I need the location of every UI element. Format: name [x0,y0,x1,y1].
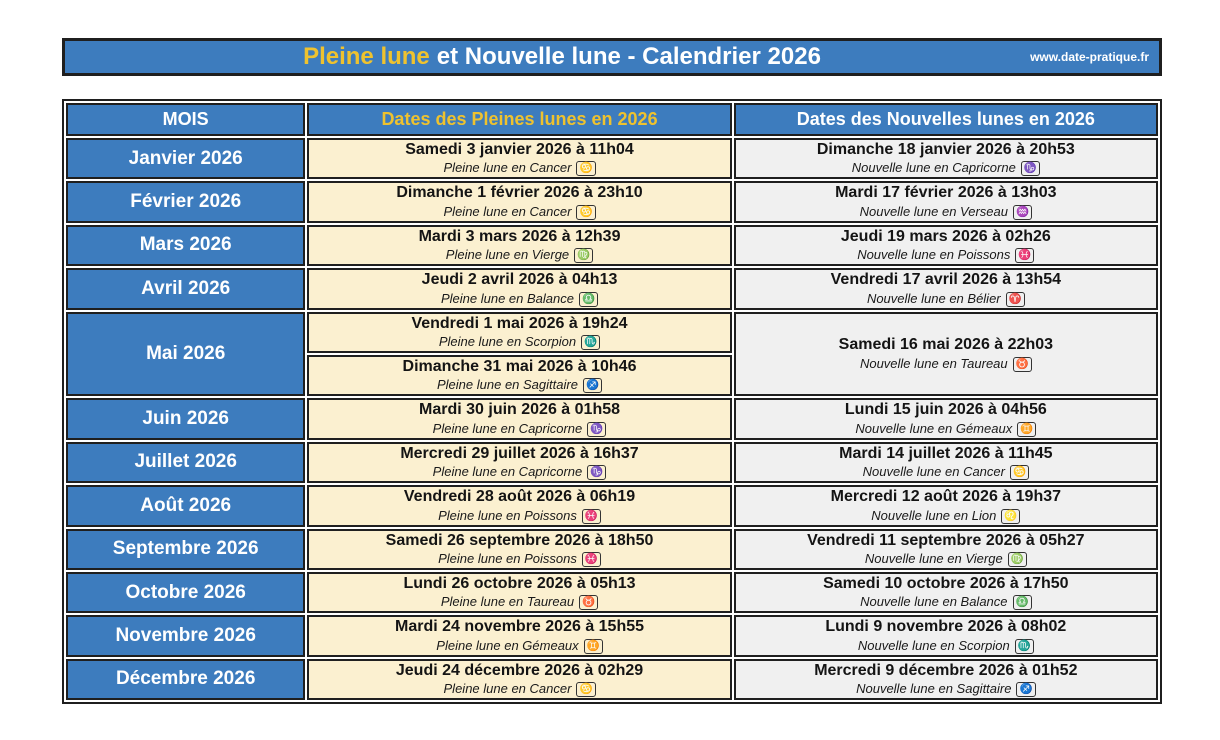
moon-sign [313,291,725,307]
table-row [66,529,1158,570]
moon-date: Mardi 3 mars 2026 à 12h39 [418,227,621,245]
moon-date: Mardi 14 juillet 2026 à 11h45 [839,444,1053,462]
zodiac-gemeaux-icon: ♊ [584,639,603,654]
new-moon-cell [734,268,1158,309]
moon-date: Mercredi 9 décembre 2026 à 01h52 [814,661,1078,679]
moon-sign-label: Nouvelle lune en Gémeaux [855,420,1013,436]
month-cell: Mai 2026 [66,312,305,397]
moon-sign [740,681,1152,697]
moon-date: Vendredi 28 août 2026 à 06h19 [403,488,636,506]
zodiac-gemeaux-icon: ♊ [1017,422,1036,437]
zodiac-poissons-icon: ♓ [582,509,601,524]
zodiac-taureau-icon: ♉ [579,595,598,610]
page-title-rest: et Nouvelle lune - Calendrier 2026 [436,43,821,70]
moon-sign-label: Pleine lune en Capricorne [432,420,583,436]
zodiac-poissons-icon: ♓ [582,552,601,567]
month-cell: Octobre 2026 [66,572,305,613]
table-row [66,615,1158,656]
new-moon-cell [734,485,1158,526]
table-row [66,181,1158,222]
moon-date: Samedi 10 octobre 2026 à 17h50 [823,574,1069,592]
moon-date: Jeudi 24 décembre 2026 à 02h29 [395,661,644,679]
calendar-table-body [66,138,1158,700]
month-cell: Novembre 2026 [66,615,305,656]
moon-date: Dimanche 31 mai 2026 à 10h46 [402,357,637,375]
month-cell: Mars 2026 [66,225,305,266]
moon-date: Mardi 24 novembre 2026 à 15h55 [395,618,645,636]
moon-sign-label: Pleine lune en Scorpion [438,333,577,349]
moon-date: Vendredi 17 avril 2026 à 13h54 [830,271,1062,289]
moon-sign-label: Pleine lune en Vierge [445,247,570,263]
moon-date: Dimanche 1 février 2026 à 23h10 [396,184,643,202]
moon-date: Vendredi 11 septembre 2026 à 05h27 [807,531,1085,549]
table-row [66,225,1158,266]
moon-sign [740,247,1152,263]
moon-sign [313,204,725,220]
full-moon-cell [307,312,731,353]
moon-sign-label: Nouvelle lune en Poissons [857,247,1011,263]
header-mois: MOIS [66,103,305,136]
moon-date: Lundi 15 juin 2026 à 04h56 [844,401,1047,419]
moon-sign-label: Nouvelle lune en Scorpion [857,637,1010,653]
moon-sign [740,464,1152,480]
full-moon-cell [307,138,731,179]
month-cell: Août 2026 [66,485,305,526]
moon-sign [740,638,1152,654]
month-cell: Décembre 2026 [66,659,305,700]
zodiac-capricorne-icon: ♑ [587,422,606,437]
moon-sign-label: Nouvelle lune en Taureau [859,355,1008,371]
zodiac-capricorne-icon: ♑ [1021,161,1040,176]
zodiac-cancer-icon: ♋ [576,161,595,176]
moon-sign [313,334,725,350]
header-nouvelles-lunes: Dates des Nouvelles lunes en 2026 [734,103,1158,136]
month-cell: Septembre 2026 [66,529,305,570]
table-row [66,398,1158,439]
full-moon-cell [307,398,731,439]
zodiac-vierge-icon: ♍ [574,248,593,263]
moon-sign [313,551,725,567]
month-cell: Juillet 2026 [66,442,305,483]
month-cell: Février 2026 [66,181,305,222]
new-moon-cell [734,398,1158,439]
moon-date: Mercredi 29 juillet 2026 à 16h37 [400,444,639,462]
zodiac-cancer-icon: ♋ [1010,465,1029,480]
table-row [66,268,1158,309]
moon-sign [313,247,725,263]
table-row [66,138,1158,179]
moon-date: Samedi 26 septembre 2026 à 18h50 [385,531,654,549]
table-row [66,485,1158,526]
moon-sign-label: Pleine lune en Balance [440,290,574,306]
zodiac-sagittaire-icon: ♐ [583,378,602,393]
moon-sign-label: Nouvelle lune en Balance [860,594,1008,610]
moon-sign-label: Nouvelle lune en Bélier [866,290,1001,306]
zodiac-poissons-icon: ♓ [1015,248,1034,263]
moon-sign [740,508,1152,524]
moon-sign-label: Pleine lune en Sagittaire [437,377,578,393]
moon-sign [740,356,1152,372]
new-moon-cell [734,442,1158,483]
moon-date: Mardi 30 juin 2026 à 01h58 [419,401,621,419]
title-bar [62,38,1162,76]
full-moon-cell [307,225,731,266]
moon-sign [740,551,1152,567]
moon-date: Mercredi 12 août 2026 à 19h37 [830,488,1062,506]
moon-date: Samedi 3 janvier 2026 à 11h04 [405,141,634,158]
page-title [65,43,1159,71]
new-moon-cell [734,659,1158,700]
zodiac-taureau-icon: ♉ [1013,357,1032,372]
full-moon-cell [307,485,731,526]
new-moon-cell [734,529,1158,570]
moon-sign-label: Nouvelle lune en Vierge [864,550,1003,566]
moon-date: Dimanche 18 janvier 2026 à 20h53 [816,141,1075,158]
moon-date: Lundi 9 novembre 2026 à 08h02 [825,618,1067,636]
zodiac-scorpion-icon: ♏ [1015,639,1034,654]
table-row [66,659,1158,700]
moon-sign [313,160,725,176]
new-moon-cell [734,615,1158,656]
table-row [66,572,1158,613]
moon-date: Vendredi 1 mai 2026 à 19h24 [411,314,628,332]
moon-sign [740,291,1152,307]
moon-sign-label: Nouvelle lune en Lion [871,507,997,523]
full-moon-cell [307,355,731,396]
zodiac-lion-icon: ♌ [1001,509,1020,524]
zodiac-vierge-icon: ♍ [1008,552,1027,567]
moon-sign [740,421,1152,437]
zodiac-belier-icon: ♈ [1006,292,1025,307]
moon-date: Jeudi 19 mars 2026 à 02h26 [840,227,1051,245]
month-cell: Juin 2026 [66,398,305,439]
moon-sign-label: Nouvelle lune en Cancer [862,464,1005,480]
zodiac-balance-icon: ♎ [579,292,598,307]
moon-sign-label: Pleine lune en Cancer [443,681,572,697]
header-pleines-lunes: Dates des Pleines lunes en 2026 [307,103,731,136]
moon-date: Lundi 26 octobre 2026 à 05h13 [403,574,636,592]
moon-sign-label: Nouvelle lune en Verseau [859,203,1008,219]
month-cell: Janvier 2026 [66,138,305,179]
zodiac-cancer-icon: ♋ [576,682,595,697]
full-moon-cell [307,615,731,656]
moon-sign [313,421,725,437]
zodiac-verseau-icon: ♒ [1013,205,1032,220]
moon-sign [313,681,725,697]
website-label: www.date-pratique.fr [1030,50,1149,64]
month-cell: Avril 2026 [66,268,305,309]
moon-sign [313,508,725,524]
moon-sign [313,464,725,480]
full-moon-cell [307,529,731,570]
full-moon-cell [307,659,731,700]
moon-date: Samedi 16 mai 2026 à 22h03 [838,336,1054,354]
full-moon-cell [307,181,731,222]
page-title-highlight: Pleine lune [303,43,430,70]
moon-sign [313,638,725,654]
new-moon-cell [734,572,1158,613]
zodiac-sagittaire-icon: ♐ [1016,682,1035,697]
zodiac-capricorne-icon: ♑ [587,465,606,480]
moon-sign-label: Pleine lune en Cancer [443,160,572,176]
zodiac-balance-icon: ♎ [1013,595,1032,610]
new-moon-cell [734,138,1158,179]
moon-sign [740,204,1152,220]
moon-sign-label: Pleine lune en Poissons [438,507,577,523]
moon-sign [313,594,725,610]
moon-sign-label: Nouvelle lune en Sagittaire [856,681,1012,697]
moon-calendar-table [62,99,1162,704]
new-moon-cell [734,225,1158,266]
full-moon-cell [307,442,731,483]
table-row [66,442,1158,483]
moon-sign-label: Pleine lune en Taureau [440,594,575,610]
moon-sign [740,594,1152,610]
moon-sign [740,160,1152,176]
moon-date: Jeudi 2 avril 2026 à 04h13 [421,271,618,289]
full-moon-cell [307,268,731,309]
moon-sign-label: Pleine lune en Gémeaux [436,637,579,653]
moon-sign-label: Pleine lune en Capricorne [432,464,583,480]
zodiac-scorpion-icon: ♏ [581,335,600,350]
moon-date: Mardi 17 février 2026 à 13h03 [835,184,1057,202]
new-moon-cell [734,181,1158,222]
moon-sign-label: Nouvelle lune en Capricorne [851,160,1016,176]
table-row [66,312,1158,353]
full-moon-cell [307,572,731,613]
table-header-row [66,103,1158,136]
new-moon-cell [734,312,1158,397]
moon-sign [313,377,725,393]
moon-sign-label: Pleine lune en Poissons [438,550,577,566]
moon-sign-label: Pleine lune en Cancer [443,203,572,219]
zodiac-cancer-icon: ♋ [576,205,595,220]
